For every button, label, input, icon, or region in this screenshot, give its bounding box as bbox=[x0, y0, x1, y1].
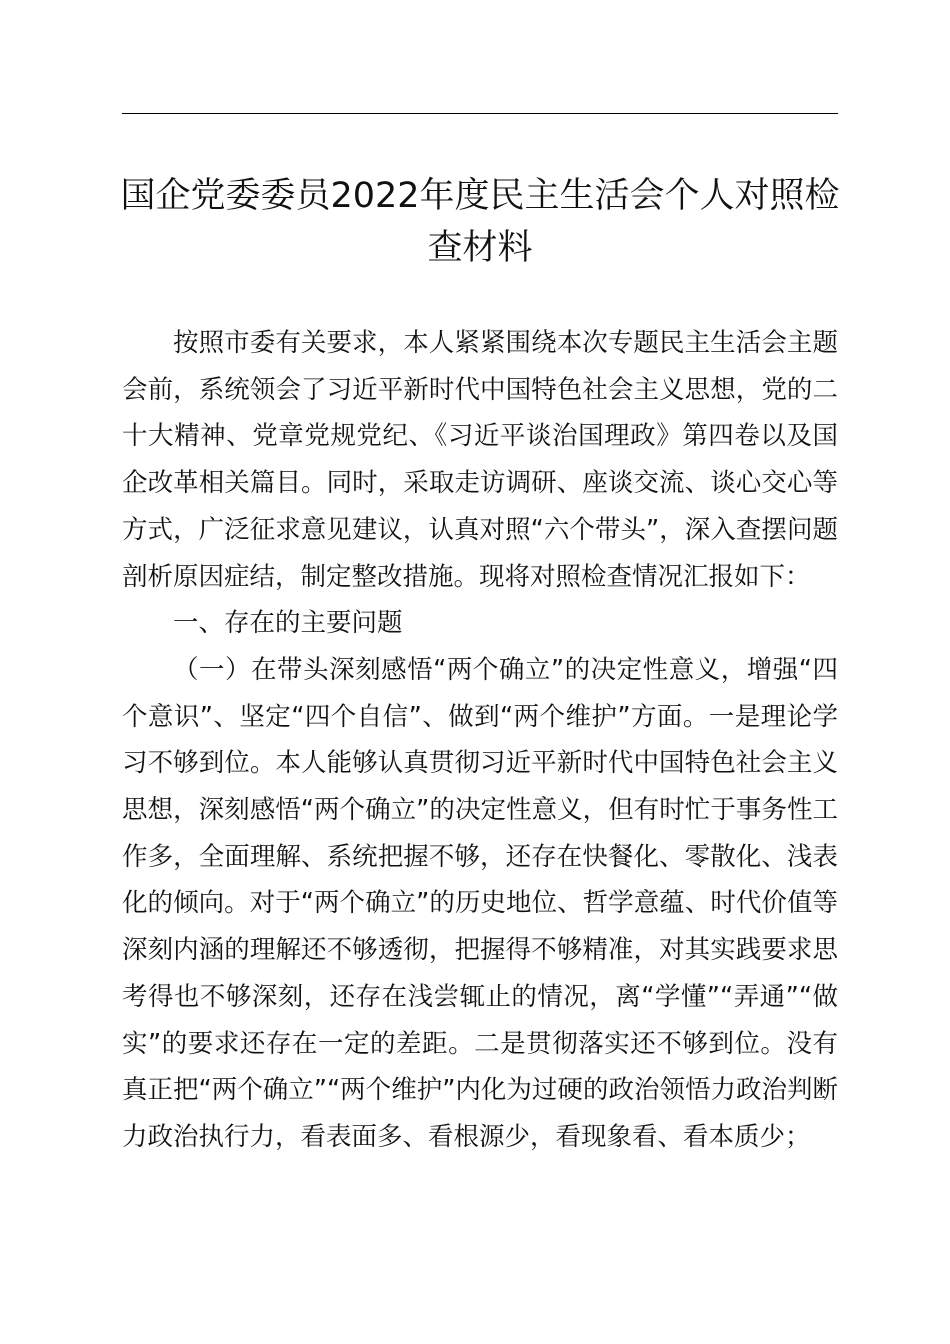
issue-paragraph: （一）在带头深刻感悟“两个确立”的决定性意义，增强“四个意识”、坚定“四个自信”、做到“两个维护”方面。一是理论学习不够到位。本人能够认真贯彻习近平新时代中国特色社会主义思想，深刻感悟“两个确立”的决定性意义，但有时忙于事务性工作多，全面理解、系统把握不够，还存在快餐化、零散化、浅表化的倾向。对于“两个确立”的历史地位、哲学意蕴、时代价值等深刻内涵的理解还不够透彻，把握得不够精准，对其实践要求思考得也不够深刻，还存在浅尝辄止的情况，离“学懂”“弄通”“做实”的要求还存在一定的差距。二是贯彻落实还不够到位。没有真正把“两个确立”“两个维护”内化为过硬的政治领悟力政治判断力政治执行力，看表面多、看根源少，看现象看、看本质少； bbox=[122, 654, 838, 1152]
header-rule bbox=[122, 113, 838, 114]
document-title: 国企党委委员2022年度民主生活会个人对照检查材料 bbox=[120, 176, 840, 268]
document-body bbox=[122, 320, 838, 1161]
section-heading: 一、存在的主要问题 bbox=[173, 608, 403, 639]
intro-paragraph: 按照市委有关要求，本人紧紧围绕本次专题民主生活会主题会前，系统领会了习近平新时代中国特色社会主义思想，党的二十大精神、党章党规党纪、《习近平谈治国理政》第四卷以及国企改革相关篇目。同时，采取走访调研、座谈交流、谈心交心等方式，广泛征求意见建议，认真对照“六个带头”，深入查摆问题剖析原因症结，制定整改措施。现将对照检查情况汇报如下： bbox=[122, 328, 838, 592]
